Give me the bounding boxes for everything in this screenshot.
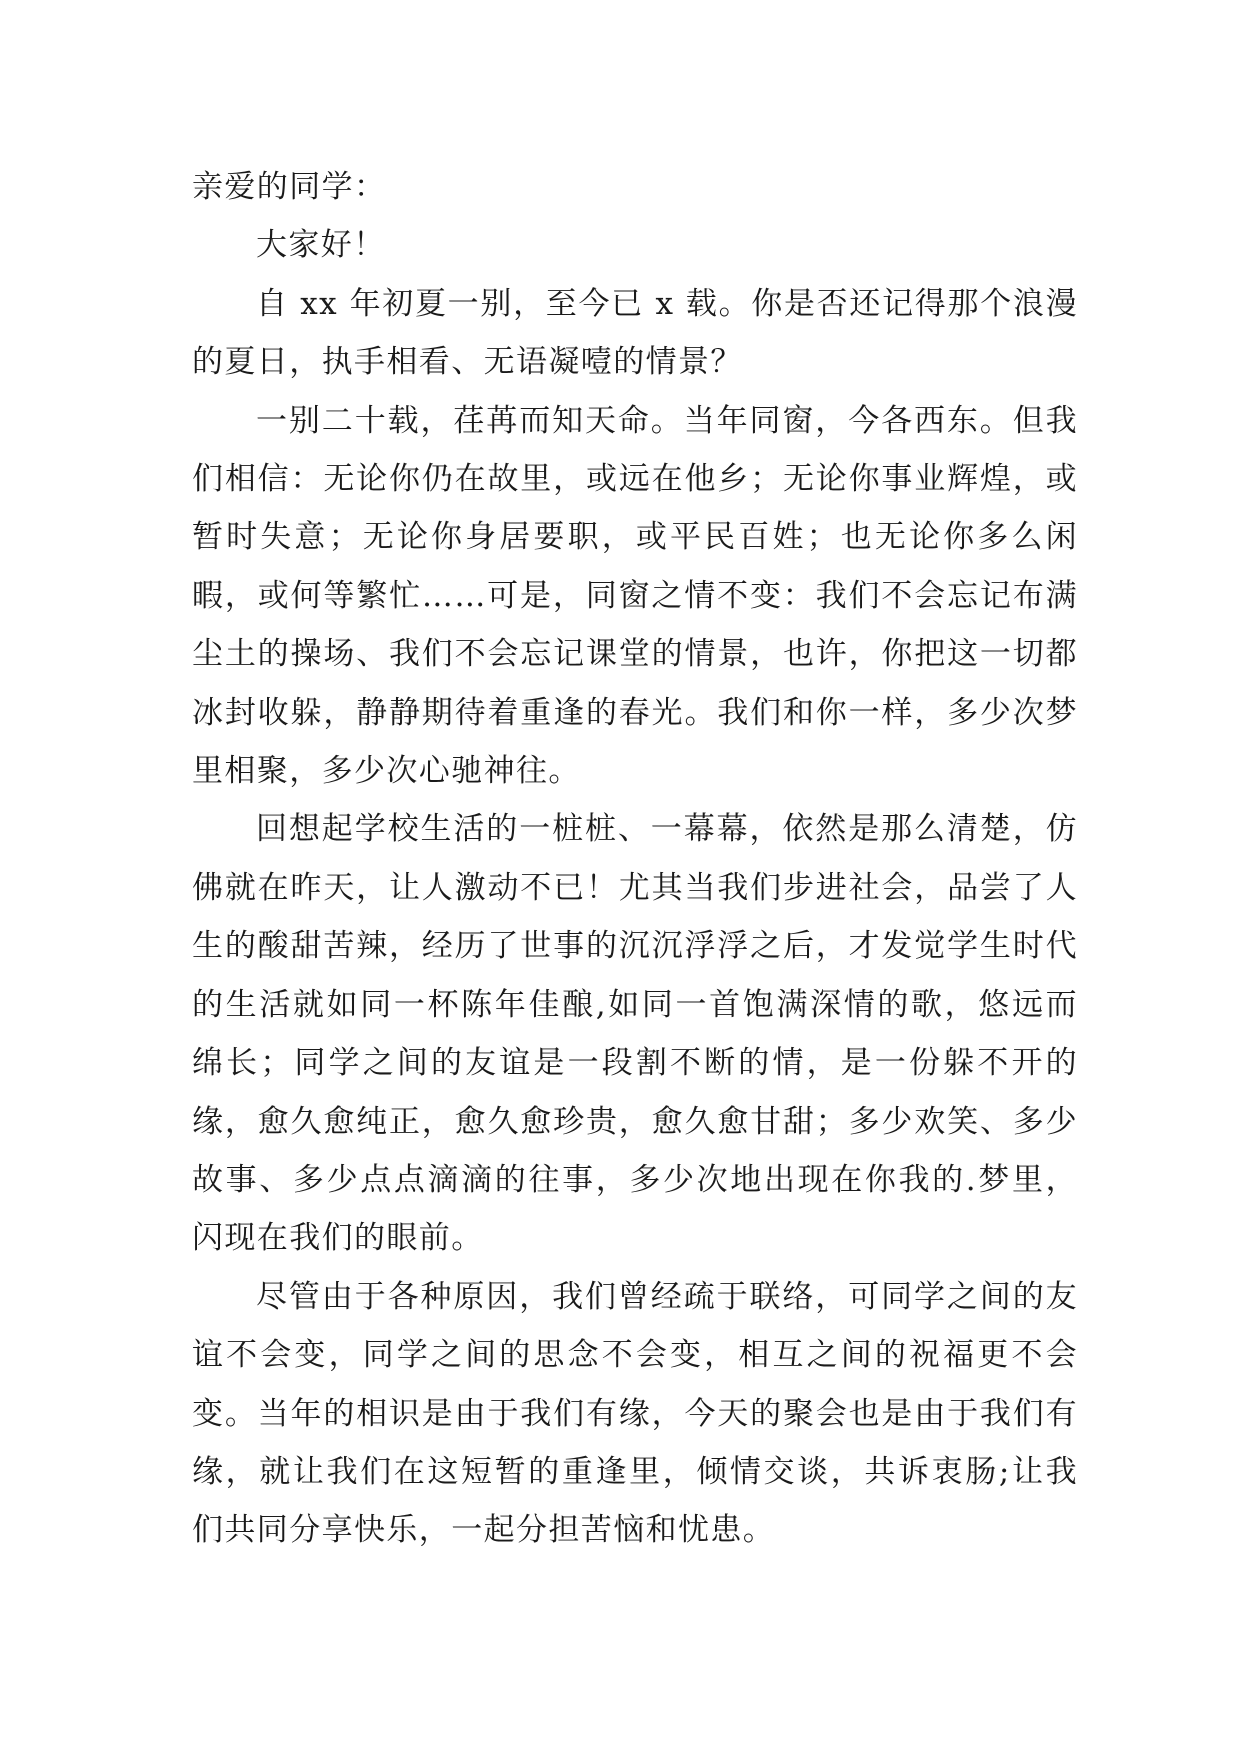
paragraph-memories: 回想起学校生活的一桩桩、一幕幕，依然是那么清楚，仿佛就在昨天，让人激动不已！尤其当我们步进社会，品尝了人生的酸甜苦辣，经历了世事的沉沉浮浮之后，才发觉学生时代的生活就如同一杯陈年佳酿,如同一首饱满深情的歌，悠远而绵长；同学之间的友谊是一段割不断的情，是一份躲不开的缘，愈久愈纯正，愈久愈珍贵，愈久愈甘甜；多少欢笑、多少故事、多少点点滴滴的往事，多少次地出现在你我的.梦里，闪现在我们的眼前。 [192,811,1078,1257]
paragraph-twenty-years: 一别二十载，荏苒而知天命。当年同窗，今各西东。但我们相信：无论你仍在故里，或远在他乡；无论你事业辉煌，或暂时失意；无论你身居要职，或平民百姓；也无论你多么闲暇，或何等繁忙……可是，同窗之情不变：我们不会忘记布满尘土的操场、我们不会忘记课堂的情景，也许，你把这一切都冰封收躲，静静期待着重逢的春光。我们和你一样，多少次梦里相聚，多少次心驰神往。 [192,402,1078,790]
paragraph-farewell: 自 xx 年初夏一别，至今已 x 载。你是否还记得那个浪漫的夏日，执手相看、无语凝噎的情景？ [192,285,1078,381]
greeting-paragraph: 大家好！ [256,227,386,264]
paragraph-reunion: 尽管由于各种原因，我们曾经疏于联络，可同学之间的友谊不会变，同学之间的思念不会变，相互之间的祝福更不会变。当年的相识是由于我们有缘，今天的聚会也是由于我们有缘，就让我们在这短暂的重逢里，倾情交谈，共诉衷肠;让我们共同分享快乐，一起分担苦恼和忧患。 [192,1278,1078,1549]
salutation: 亲爱的同学： [192,169,387,205]
letter-body [192,158,1078,1560]
